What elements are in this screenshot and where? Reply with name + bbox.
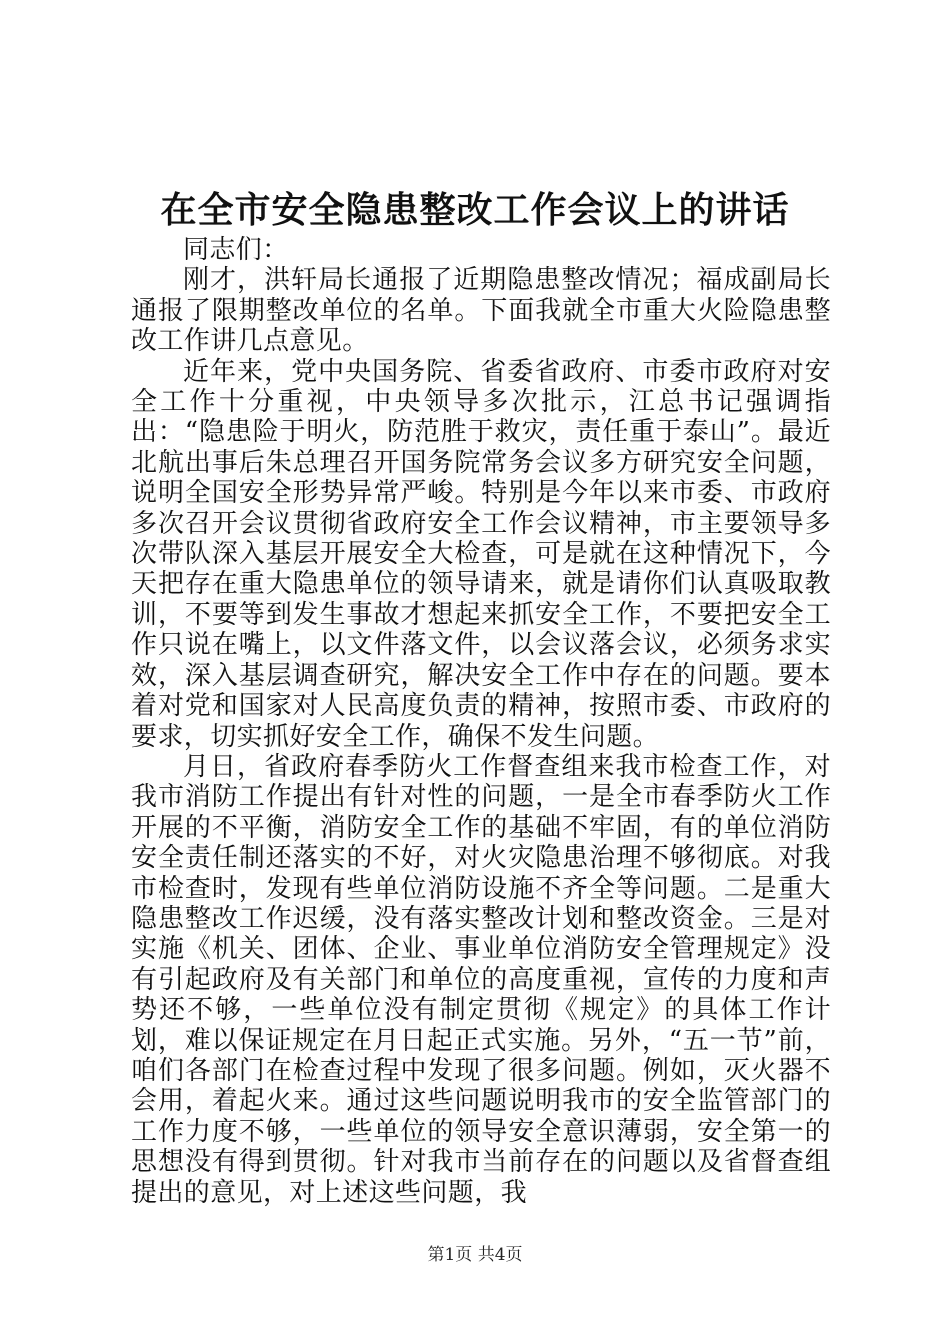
paragraph: 刚才，洪轩局长通报了近期隐患整改情况；福成副局长通报了限期整改单位的名单。下面我就全市重大火险隐患整改工作讲几点意见。 bbox=[131, 265, 831, 357]
document-title: 在全市安全隐患整改工作会议上的讲话 bbox=[160, 189, 790, 231]
page-number-footer: 第1页 共4页 bbox=[427, 1245, 523, 1265]
document-body bbox=[131, 235, 831, 1208]
paragraph: 近年来，党中央国务院、省委省政府、市委市政府对安全工作十分重视，中央领导多次批示，江总书记强调指出：“隐患险于明火，防范胜于救灾，责任重于泰山”。最近北航出事后朱总理召开国务院常务会议多方研究安全问题，说明全国安全形势异常严峻。特别是今年以来市委、市政府多次召开会议贯彻省政府安全工作会议精神，市主要领导多次带队深入基层开展安全大检查，可是就在这种情况下，今天把存在重大隐患单位的领导请来，就是请你们认真吸取教训，不要等到发生事故才想起来抓安全工作，不要把安全工作只说在嘴上，以文件落文件，以会议落会议，必须务求实效，深入基层调查研究，解决安全工作中存在的问题。要本着对党和国家对人民高度负责的精神，按照市委、市政府的要求，切实抓好安全工作，确保不发生问题。 bbox=[131, 356, 831, 752]
paragraph: 月日，省政府春季防火工作督查组来我市检查工作，对我市消防工作提出有针对性的问题，一是全市春季防火工作开展的不平衡，消防安全工作的基础不牢固，有的单位消防安全责任制还落实的不好，对火灾隐患治理不够彻底。对我市检查时，发现有些单位消防设施不齐全等问题。二是重大隐患整改工作迟缓，没有落实整改计划和整改资金。三是对实施《机关、团体、企业、事业单位消防安全管理规定》没有引起政府及有关部门和单位的高度重视，宣传的力度和声势还不够，一些单位没有制定贯彻《规定》的具体工作计划，难以保证规定在月日起正式实施。另外，“五一节”前，咱们各部门在检查过程中发现了很多问题。例如，灭火器不会用，着起火来。通过这些问题说明我市的安全监管部门的工作力度不够，一些单位的领导安全意识薄弱，安全第一的思想没有得到贯彻。针对我市当前存在的问题以及省督查组提出的意见，对上述这些问题，我 bbox=[131, 751, 831, 1208]
salutation: 同志们： bbox=[183, 235, 289, 265]
